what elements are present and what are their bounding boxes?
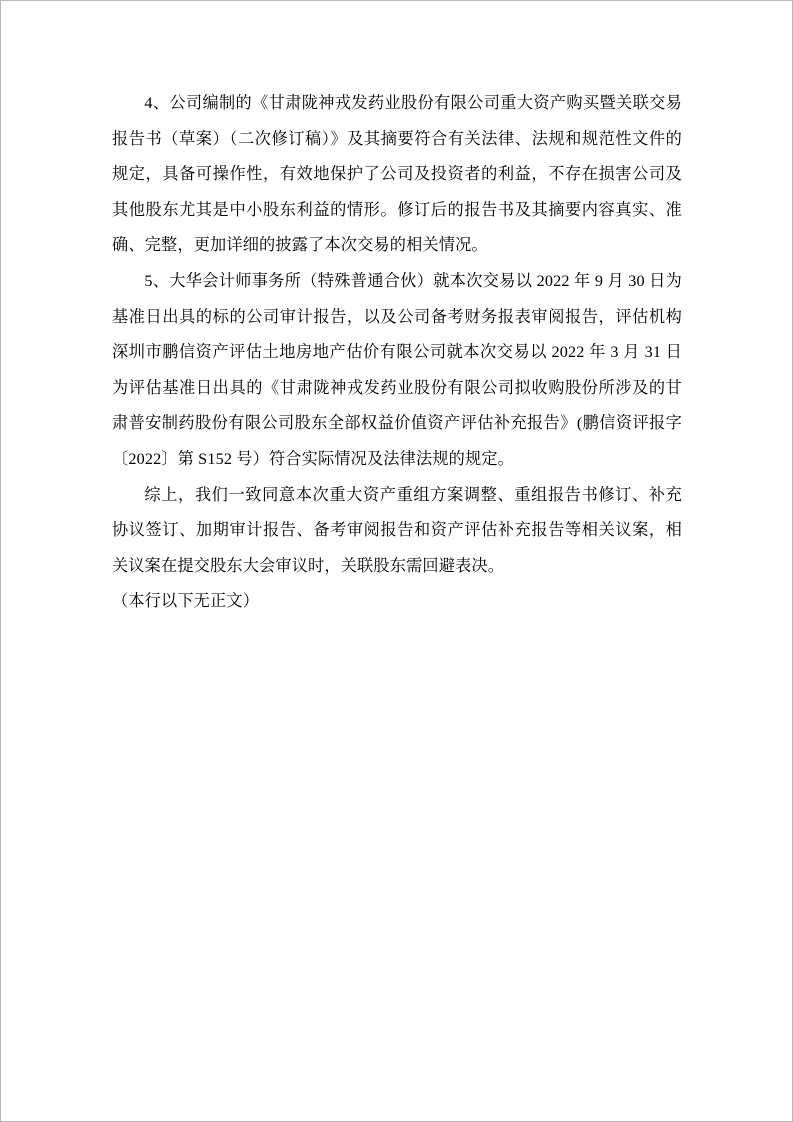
paragraph-item-5: 5、大华会计师事务所（特殊普通合伙）就本次交易以 2022 年 9 月 30 日为基准日出具的标的公司审计报告，以及公司备考财务报表审阅报告，评估机构深圳市鹏信资产评估土地房地产估价有限公司就本次交易以 2022 年 3 月 31 日为评估基准日出具的《甘肃陇神戎发药业股份有限公司拟收购股份所涉及的甘肃普安制药股份有限公司股东全部权益价值资产评估补充报告》(鹏信资评报字〔2022〕第 S152 号）符合实际情况及法律法规的规定。 [112, 271, 682, 468]
paragraph-item-4: 4、公司编制的《甘肃陇神戎发药业股份有限公司重大资产购买暨关联交易报告书（草案）（二次修订稿）》及其摘要符合有关法律、法规和规范性文件的规定，具备可操作性，有效地保护了公司及投资者的利益，不存在损害公司及其他股东尤其是中小股东利益的情形。修订后的报告书及其摘要内容真实、准确、完整，更加详细的披露了本次交易的相关情况。 [112, 94, 682, 255]
paragraph-no-text-below: （本行以下无正文） [112, 592, 260, 611]
paragraph-conclusion: 综上，我们一致同意本次重大资产重组方案调整、重组报告书修订、补充协议签订、加期审计报告、备考审阅报告和资产评估补充报告等相关议案，相关议案在提交股东大会审议时，关联股东需回避表决。 [112, 485, 682, 575]
document-body [112, 86, 682, 620]
